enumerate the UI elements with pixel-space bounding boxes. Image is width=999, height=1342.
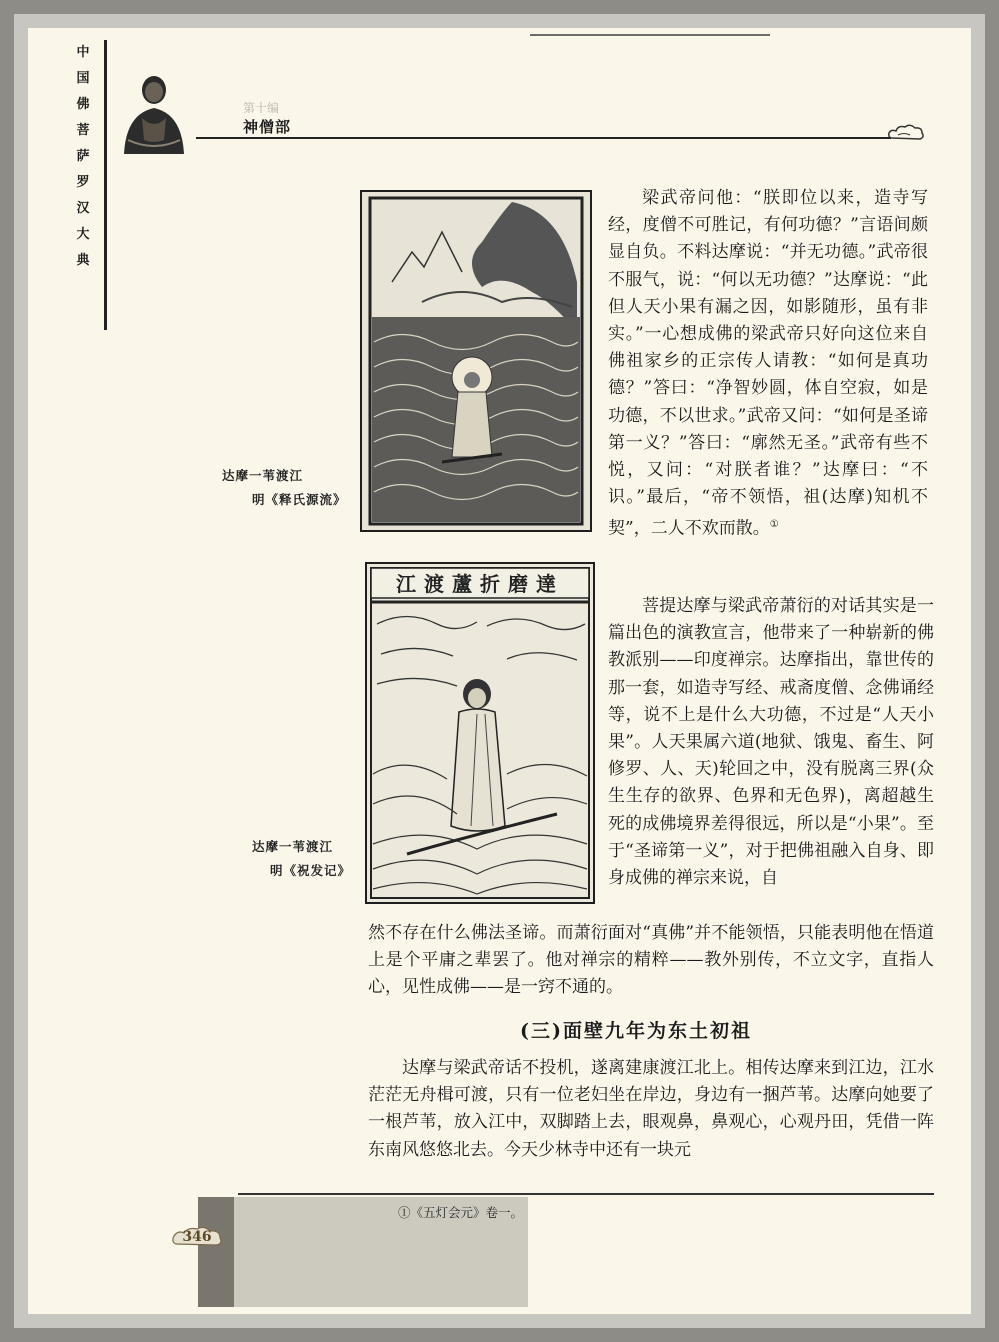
page-number-text: 346: [182, 1229, 212, 1245]
paragraph-3: 达摩与梁武帝话不投机，遂离建康渡江北上。相传达摩来到江边，江水茫茫无舟楫可渡，只有一位老妇坐在岸边，身边有一捆芦苇。达摩向她要了一根芦苇，放入江中，双脚踏上去，眼观鼻，鼻观心，心观丹田，凭借一阵东南风悠悠北去。今天少林寺中还有一块元: [368, 1058, 934, 1160]
title-char: 中: [76, 45, 90, 60]
figure-2-inscription: 江渡蘆折磨達: [396, 572, 564, 596]
title-char: 汉: [76, 201, 90, 216]
footer-rule: [238, 1193, 934, 1195]
section-subtitle: 第十编: [243, 101, 280, 115]
subheading: (三)面壁九年为东土初祖: [520, 1020, 752, 1042]
section-title: 神僧部: [243, 118, 292, 136]
paragraph-1-text: 梁武帝问他：“朕即位以来，造寺写经，度僧不可胜记，有何功德？”言语间颇显自负。不料达摩说：“并无功德。”武帝很不服气，说：“何以无功德？”达摩说：“此但人天小果有漏之因，如影随形，虽有非实。”一心想成佛的梁武帝只好向这位来自佛祖家乡的正宗传人请教：“如何是真功德？”答曰：“净智妙圆，体自空寂，如是功德，不以世求。”武帝又问：“如何是圣谛第一义？”答曰：“廓然无圣。”武帝有些不悦，又问：“对朕者谁？”达摩曰：“不识。”最后，“帝不领悟，祖(达摩)知机不契”，二人不欢而散。: [608, 188, 928, 540]
figure-2-caption-source: 明《祝发记》: [270, 863, 352, 878]
woodcut-illustration-1: [360, 190, 592, 532]
figure-2-caption-title: 达摩一苇渡江: [252, 839, 334, 854]
title-char: 典: [76, 253, 90, 268]
paragraph-1: [608, 185, 928, 543]
figure-1-caption-title: 达摩一苇渡江: [222, 468, 304, 483]
figure-1-caption-source: 明《释氏源流》: [252, 492, 347, 507]
paragraph-2-text: 菩提达摩与梁武帝萧衍的对话其实是一篇出色的演教宣言，他带来了一种崭新的佛教派别——印度禅宗。达摩指出，靠世传的那一套，如造寺写经、戒斋度僧、念佛诵经等，说不上是什么大功德，不过是“人天小果”。人天果属六道(地狱、饿鬼、畜生、阿修罗、人、天)轮回之中，没有脱离三界(众生生存的欲界、色界和无色界)，离超越生死的成佛境界差得很远，所以是“小果”。至于“圣谛第一义”，对于把佛祖融入自身、即身成佛的禅宗来说，自: [608, 596, 934, 889]
header-rule: [196, 137, 891, 139]
top-rule: [530, 34, 770, 36]
footnote-ref: ①: [769, 519, 779, 531]
monk-portrait-icon: [118, 70, 188, 154]
title-char: 大: [76, 227, 90, 242]
title-vertical-rule: [104, 40, 107, 330]
title-char: 菩: [76, 123, 90, 138]
book-title-vertical: [72, 40, 94, 274]
cloud-ornament-icon: [886, 122, 926, 144]
title-char: 佛: [76, 97, 90, 112]
title-char: 罗: [76, 175, 90, 190]
paragraph-2-part-1: [608, 593, 934, 892]
paragraph-2-part-2: 然不存在什么佛法圣谛。而萧衍面对“真佛”并不能领悟，只能表明他在悟道上是个平庸之辈罢了。他对禅宗的精粹——教外别传，不立文字，直指人心，见性成佛——是一窍不通的。: [368, 923, 934, 998]
footnote: ①《五灯会元》卷一。: [398, 1205, 524, 1220]
title-char: 萨: [76, 149, 90, 164]
page-number: [170, 1224, 224, 1250]
footer-band-dark: [198, 1197, 234, 1307]
woodcut-illustration-2: [365, 562, 595, 904]
title-char: 国: [76, 71, 90, 86]
